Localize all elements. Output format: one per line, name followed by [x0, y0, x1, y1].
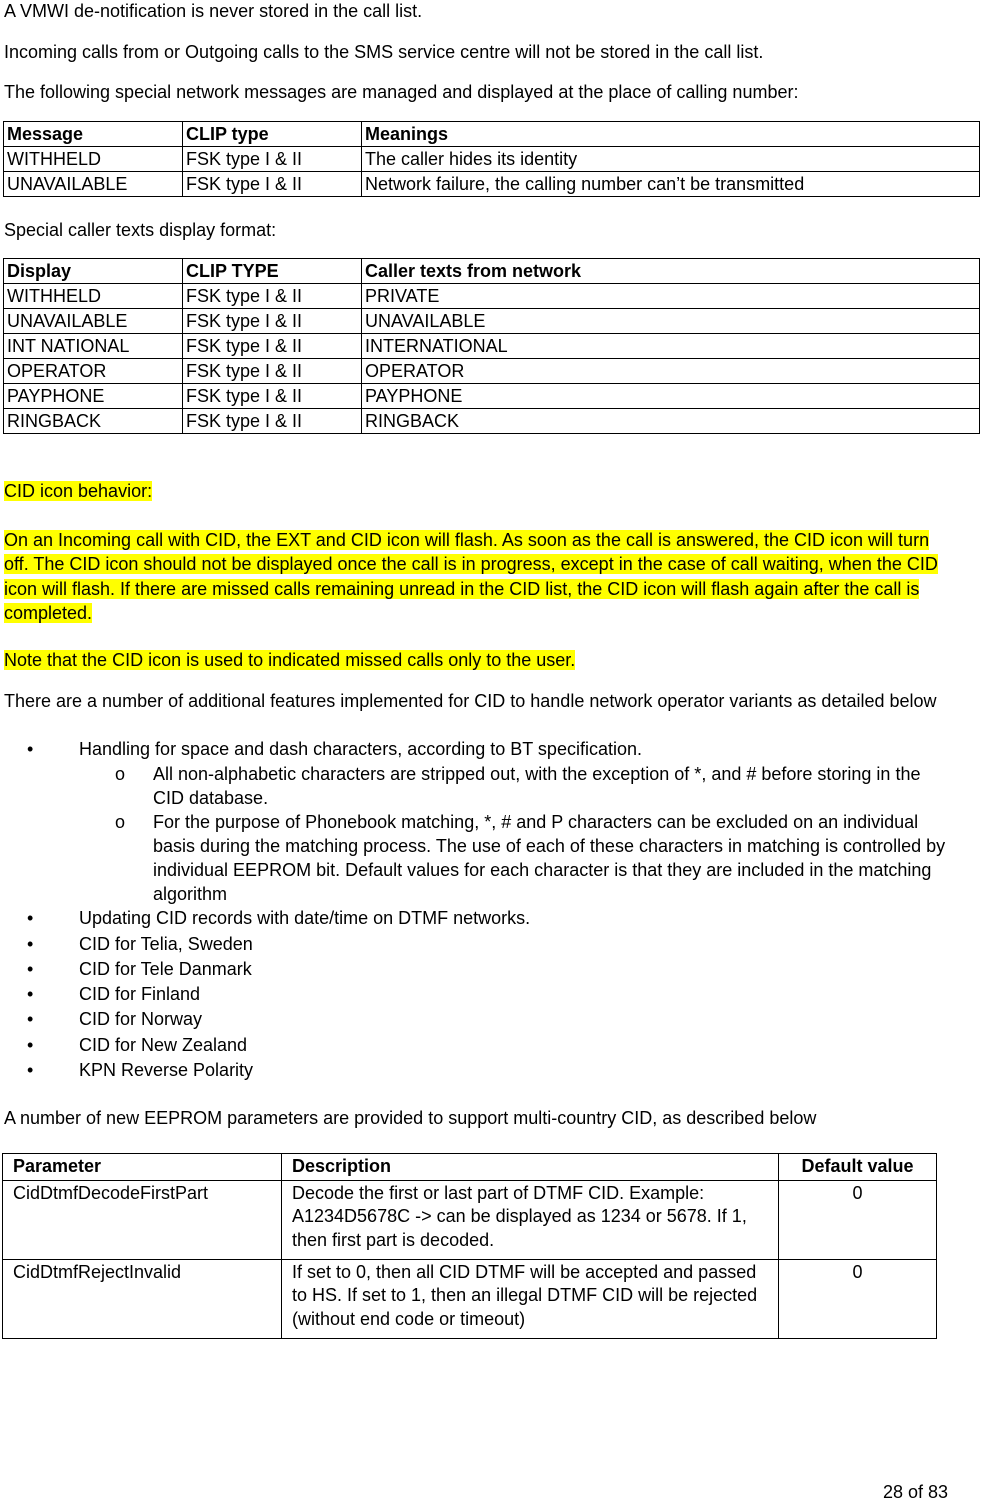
table-cell: RINGBACK	[4, 409, 183, 434]
eeprom-intro-paragraph: A number of new EEPROM parameters are provided to support multi-country CID, as described below	[4, 1108, 817, 1129]
table-header-cell: Description	[282, 1153, 779, 1180]
bullet-icon: •	[27, 1034, 34, 1055]
table-header-cell: Default value	[779, 1153, 937, 1180]
sub-bullet-icon: o	[115, 764, 126, 785]
table-cell: CidDtmfRejectInvalid	[3, 1259, 282, 1338]
bullet-icon: •	[27, 1009, 34, 1030]
paragraph-vmwi: A VMWI de-notification is never stored in the call list.	[4, 1, 423, 21]
table-header-cell: Parameter	[3, 1153, 282, 1180]
list-item-text: CID for Tele Danmark	[79, 958, 252, 979]
sub-list	[4, 762, 980, 906]
list-item-text: CID for Norway	[79, 1009, 203, 1030]
table-header-cell: Meanings	[362, 121, 980, 146]
table-cell: OPERATOR	[4, 359, 183, 384]
page-number: 28 of 83	[882, 1482, 948, 1502]
table-cell: UNAVAILABLE	[4, 171, 183, 196]
bullet-icon: •	[27, 984, 34, 1005]
bullet-icon: •	[27, 1060, 34, 1081]
sub-list-item-text: For the purpose of Phonebook matching, *, # and P characters can be excluded on an individual basis during the matching process. The use of each of these characters in matching is controlled by individual EEPROM bit. Default values for each character is that they are included in the matching algorithm	[153, 812, 946, 905]
table-cell: PAYPHONE	[4, 384, 183, 409]
bullet-icon: •	[27, 958, 34, 979]
table-row	[4, 284, 980, 309]
table-cell: FSK type I & II	[183, 284, 362, 309]
table-row	[4, 359, 980, 384]
table-cell: WITHHELD	[4, 284, 183, 309]
paragraph-sms: Incoming calls from or Outgoing calls to the SMS service centre will not be stored in the call list.	[4, 41, 764, 62]
list-item-text: CID for New Zealand	[79, 1034, 248, 1055]
list-item-text: KPN Reverse Polarity	[79, 1060, 254, 1081]
table-row	[3, 1180, 937, 1259]
table-cell: PAYPHONE	[362, 384, 980, 409]
cid-behavior-paragraph	[4, 528, 949, 626]
bullet-icon: •	[27, 739, 34, 759]
cid-note-paragraph	[4, 649, 980, 673]
table-header-cell: CLIP TYPE	[183, 259, 362, 284]
sub-list-item	[4, 810, 980, 906]
list-item	[4, 982, 980, 1007]
table-header-row	[3, 1153, 937, 1180]
table-row	[4, 309, 980, 334]
list-item-text: CID for Finland	[79, 984, 201, 1005]
caller-texts-table	[3, 258, 980, 434]
paragraph-display-format: Special caller texts display format:	[4, 219, 277, 240]
table-cell: FSK type I & II	[183, 384, 362, 409]
sub-list-item-text: All non-alphabetic characters are stripped out, with the exception of *, and # before storing in the CID database.	[153, 764, 921, 809]
special-messages-table	[3, 121, 980, 197]
list-item	[4, 1033, 980, 1058]
table-cell: FSK type I & II	[183, 146, 362, 171]
eeprom-parameters-table	[2, 1153, 937, 1339]
table-cell: The caller hides its identity	[362, 146, 980, 171]
table-row	[3, 1259, 937, 1338]
bullet-icon: •	[27, 908, 34, 929]
table-header-cell: Message	[4, 121, 183, 146]
table-cell: WITHHELD	[4, 146, 183, 171]
features-list	[4, 737, 980, 1083]
list-item	[4, 1058, 980, 1083]
list-item	[4, 1007, 980, 1032]
list-item-text: CID for Telia, Sweden	[79, 933, 253, 954]
table-row	[4, 171, 980, 196]
table-cell: INTERNATIONAL	[362, 334, 980, 359]
list-item	[4, 932, 980, 957]
table-cell: PRIVATE	[362, 284, 980, 309]
list-item	[4, 737, 980, 906]
table-cell: UNAVAILABLE	[362, 309, 980, 334]
list-item	[4, 906, 980, 931]
highlighted-text: CID icon behavior:	[4, 481, 153, 501]
table-cell: If set to 0, then all CID DTMF will be accepted and passed to HS. If set to 1, then an illegal DTMF CID will be rejected (without end code or timeout)	[282, 1259, 779, 1338]
list-item-text: Handling for space and dash characters, according to BT specification.	[79, 739, 642, 759]
table-cell: RINGBACK	[362, 409, 980, 434]
bullet-icon: •	[27, 933, 34, 954]
additional-features-paragraph: There are a number of additional features implemented for CID to handle network operator variants as detailed below	[4, 691, 937, 711]
paragraph-special-messages: The following special network messages are managed and displayed at the place of calling number:	[4, 82, 799, 102]
table-cell: 0	[779, 1259, 937, 1338]
table-header-cell: Display	[4, 259, 183, 284]
table-header-row	[4, 121, 980, 146]
table-row	[4, 146, 980, 171]
table-row	[4, 334, 980, 359]
table-cell: INT NATIONAL	[4, 334, 183, 359]
table-header-cell: CLIP type	[183, 121, 362, 146]
table-cell: OPERATOR	[362, 359, 980, 384]
list-item-text: Updating CID records with date/time on DTMF networks.	[79, 908, 531, 929]
highlighted-text: Note that the CID icon is used to indicated missed calls only to the user.	[4, 649, 576, 670]
cid-icon-heading	[4, 480, 980, 504]
sub-bullet-icon: o	[115, 812, 126, 833]
table-header-row	[4, 259, 980, 284]
table-cell: FSK type I & II	[183, 309, 362, 334]
table-cell: UNAVAILABLE	[4, 309, 183, 334]
highlighted-text: On an Incoming call with CID, the EXT and CID icon will flash. As soon as the call is answered, the CID icon will turn off. The CID icon should not be displayed once the call is in progress, except in the case of call waiting, when the CID icon will flash. If there are missed calls remaining unread in the CID list, the CID icon will flash again after the call is completed.	[4, 529, 938, 623]
table-cell: 0	[779, 1180, 937, 1259]
document-page	[4, 0, 980, 1339]
sub-list-item	[4, 762, 980, 810]
table-cell: FSK type I & II	[183, 409, 362, 434]
table-cell: FSK type I & II	[183, 359, 362, 384]
table-cell: Decode the first or last part of DTMF CID. Example: A1234D5678C -> can be displayed as 1234 or 5678. If 1, then first part is decoded.	[282, 1180, 779, 1259]
table-cell: CidDtmfDecodeFirstPart	[3, 1180, 282, 1259]
table-cell: Network failure, the calling number can’t be transmitted	[362, 171, 980, 196]
table-row	[4, 384, 980, 409]
table-header-cell: Caller texts from network	[362, 259, 980, 284]
table-cell: FSK type I & II	[183, 334, 362, 359]
table-row	[4, 409, 980, 434]
list-item	[4, 957, 980, 982]
table-cell: FSK type I & II	[183, 171, 362, 196]
